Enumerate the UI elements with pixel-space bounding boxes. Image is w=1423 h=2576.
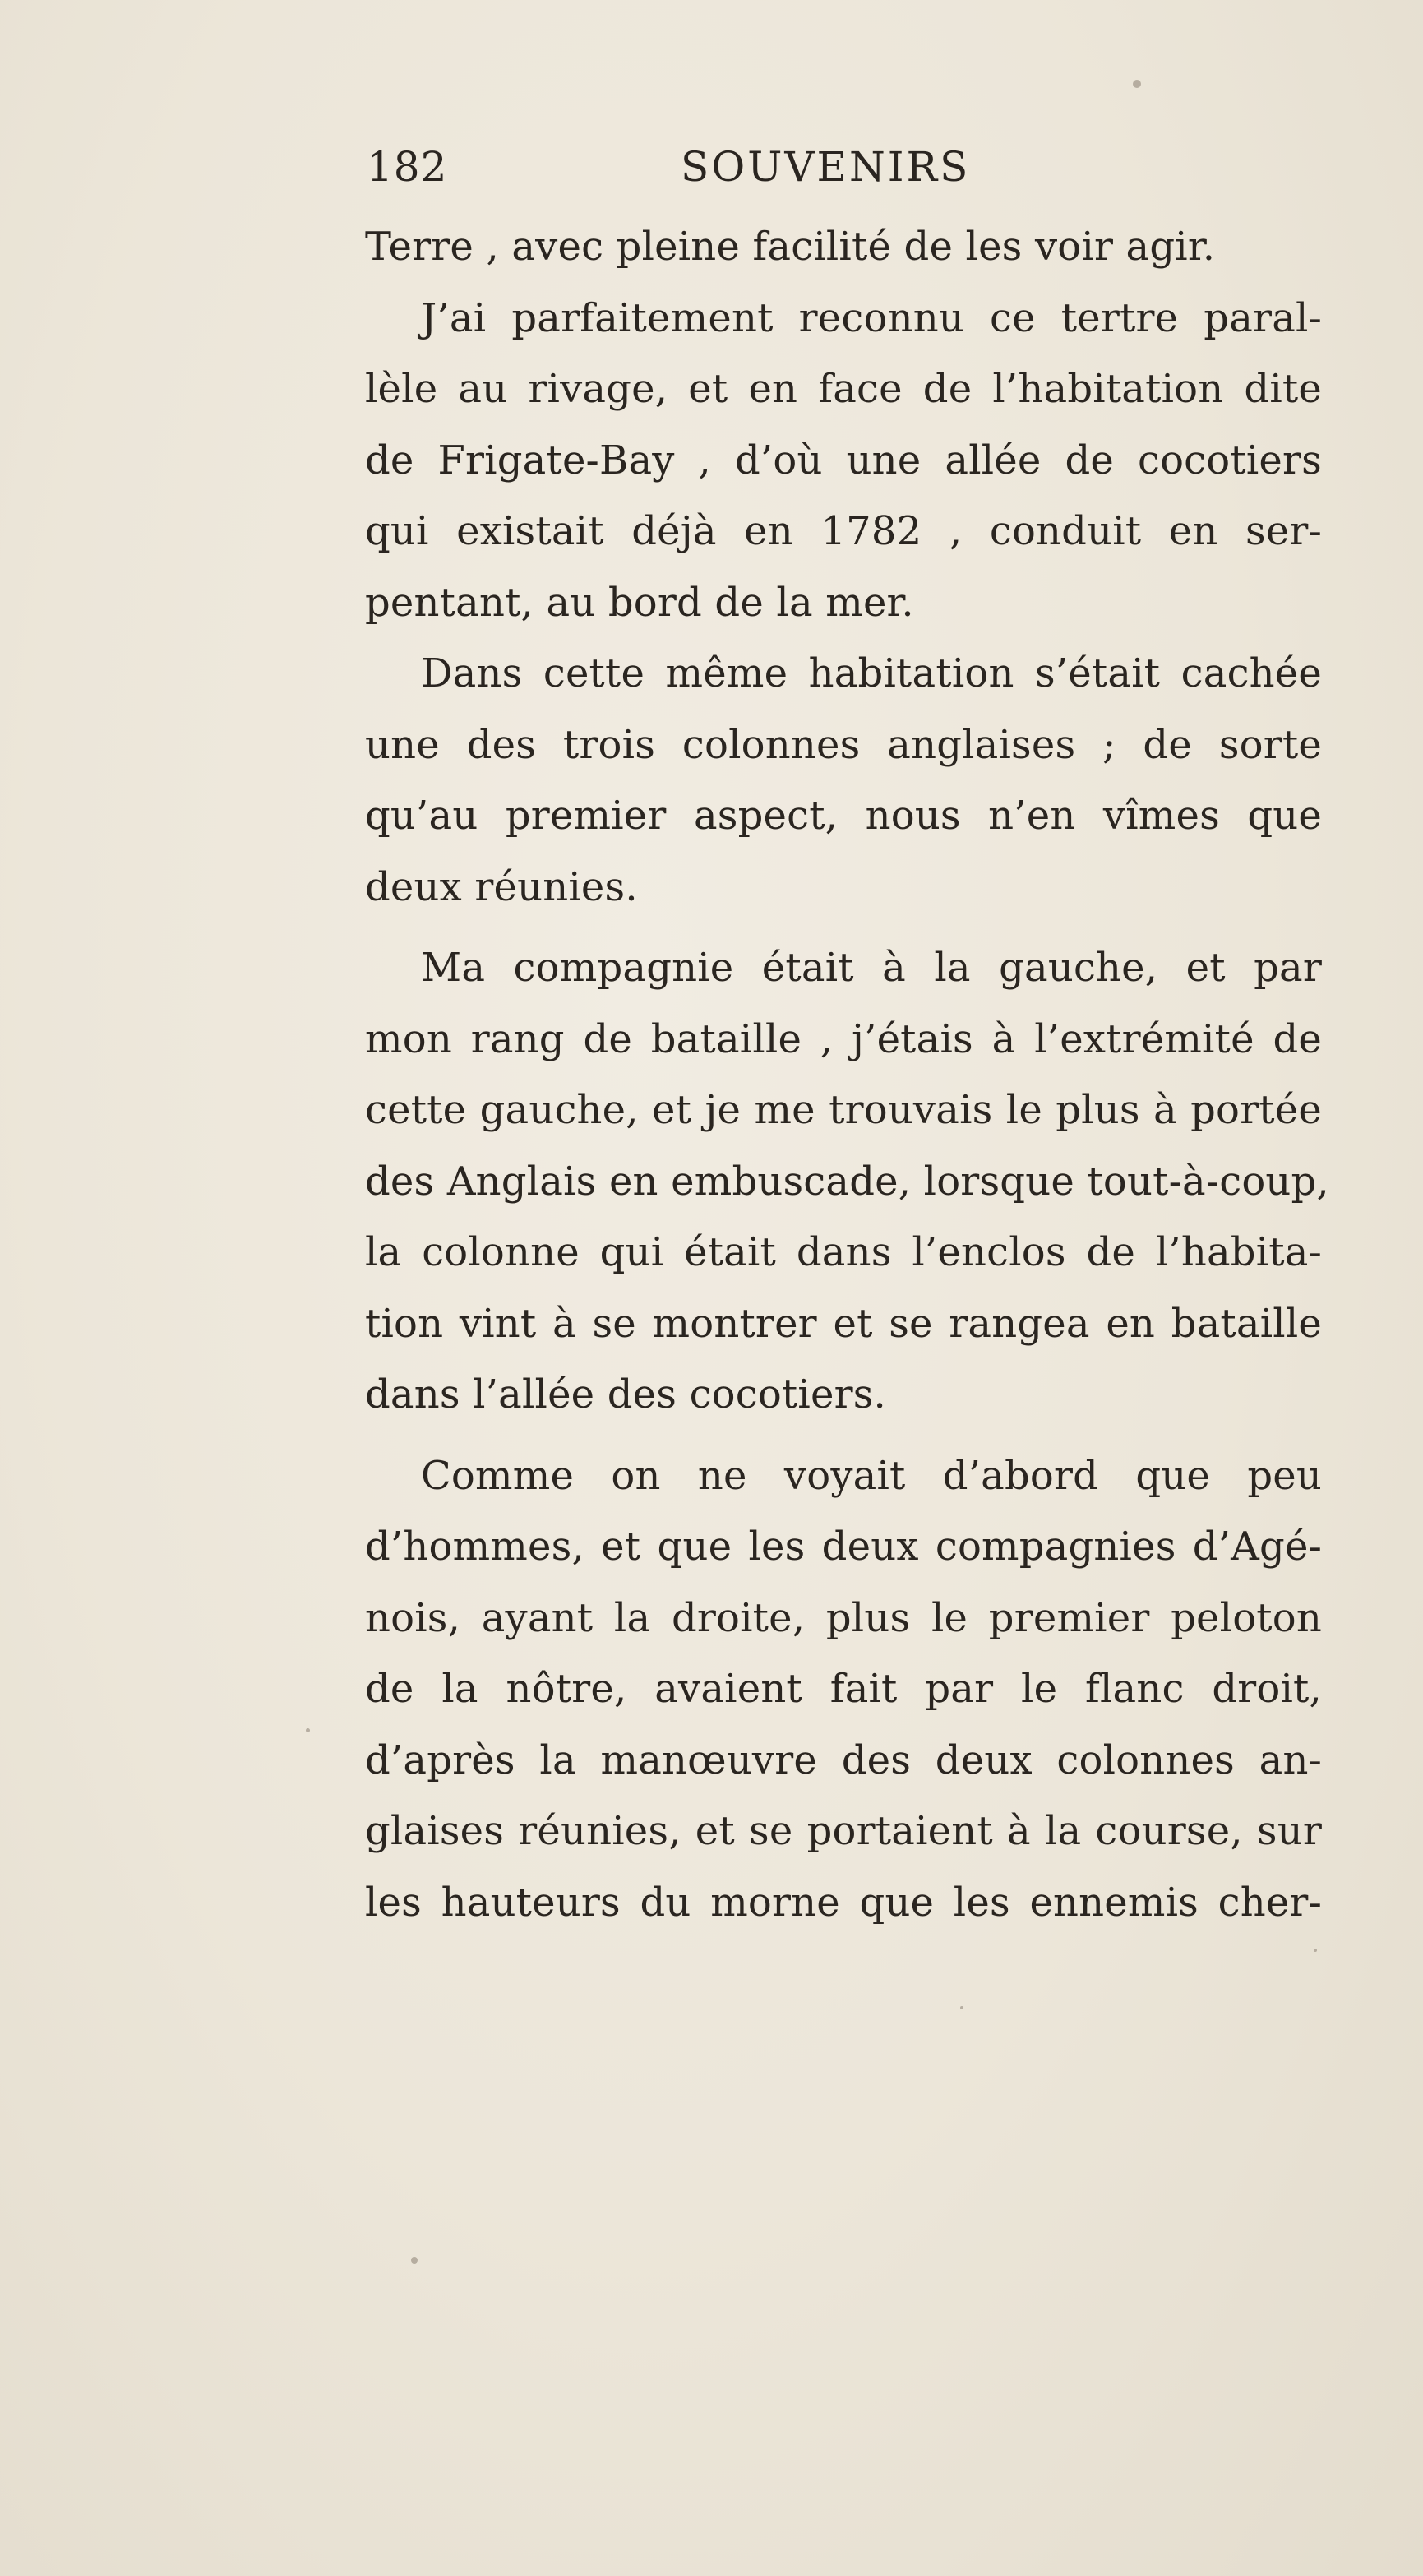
text-line: Dans cette même habitation s’était cachée bbox=[421, 650, 1322, 696]
text-line: pentant, au bord de la mer. bbox=[365, 579, 914, 626]
paragraph-spacer bbox=[365, 923, 1322, 932]
body-text bbox=[365, 211, 1329, 1938]
text-line: qu’au premier aspect, nous n’en vîmes que bbox=[365, 793, 1322, 839]
text-line: mon rang de bataille , j’étais à l’extrémité de bbox=[365, 1015, 1322, 1062]
text-line: les hauteurs du morne que les ennemis cher- bbox=[365, 1879, 1322, 1926]
text-line: qui existait déjà en 1782 , conduit en ser- bbox=[365, 508, 1322, 554]
text-line: d’après la manœuvre des deux colonnes an- bbox=[365, 1737, 1322, 1783]
text-line: des Anglais en embuscade, lorsque tout-à-coup, bbox=[365, 1158, 1329, 1205]
paper-speck bbox=[1133, 80, 1141, 88]
paper-speck bbox=[1314, 1949, 1317, 1952]
page-number: 182 bbox=[367, 143, 448, 191]
running-head: SOUVENIRS bbox=[681, 143, 971, 191]
text-line: dans l’allée des cocotiers. bbox=[365, 1371, 887, 1417]
text-line: glaises réunies, et se portaient à la course, sur bbox=[365, 1808, 1322, 1854]
text-line: Comme on ne voyait d’abord que peu bbox=[421, 1452, 1322, 1499]
text-line: une des trois colonnes anglaises ; de sorte bbox=[365, 721, 1322, 768]
text-line: la colonne qui était dans l’enclos de l’habita- bbox=[365, 1229, 1322, 1275]
text-line: tion vint à se montrer et se rangea en bataille bbox=[365, 1300, 1322, 1347]
text-line: cette gauche, et je me trouvais le plus à portée bbox=[365, 1087, 1322, 1133]
text-line: d’hommes, et que les deux compagnies d’Agé- bbox=[365, 1524, 1322, 1570]
paragraph bbox=[365, 1441, 1322, 1939]
text-line: Ma compagnie était à la gauche, et par bbox=[421, 945, 1322, 991]
paragraph bbox=[365, 932, 1329, 1431]
text-line: nois, ayant la droite, plus le premier peloton bbox=[365, 1594, 1322, 1641]
text-line: J’ai parfaitement reconnu ce tertre paral- bbox=[421, 294, 1322, 341]
text-line: deux réunies. bbox=[365, 863, 638, 910]
paper-speck bbox=[960, 2006, 963, 2009]
paragraph bbox=[365, 638, 1322, 923]
text-line: lèle au rivage, et en face de l’habitation dite bbox=[365, 366, 1322, 412]
text-line: de la nôtre, avaient fait par le flanc droit, bbox=[365, 1666, 1322, 1712]
paper-speck bbox=[306, 1728, 310, 1732]
text-line: de Frigate-Bay , d’où une allée de cocotiers bbox=[365, 437, 1322, 483]
paragraph bbox=[365, 211, 1322, 283]
page-header bbox=[367, 138, 1024, 196]
text-line: Terre , avec pleine facilité de les voir agir. bbox=[365, 224, 1216, 270]
paragraph-spacer bbox=[365, 1431, 1322, 1441]
paragraph bbox=[365, 283, 1322, 639]
paper-speck bbox=[411, 2257, 418, 2264]
